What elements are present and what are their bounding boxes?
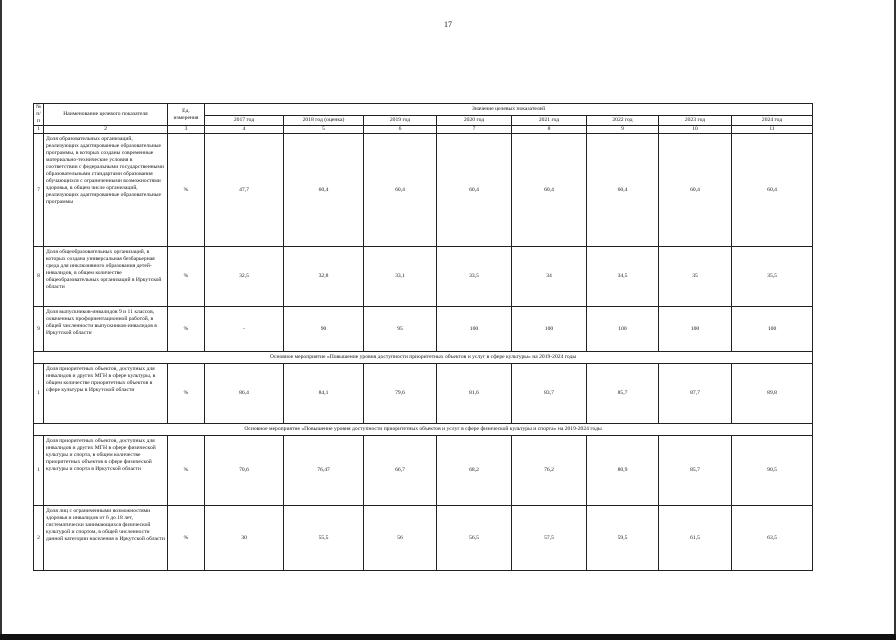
- value-cell: 76,2: [512, 436, 587, 506]
- value-cell: 32,5: [205, 247, 284, 307]
- value-cell: 32,8: [284, 247, 364, 307]
- year-cell: 2022 год: [587, 115, 659, 125]
- value-cell: 100: [512, 307, 587, 352]
- year-cell: 2019 год: [364, 115, 437, 125]
- value-cell: 100: [587, 307, 659, 352]
- row-num: 1: [34, 436, 44, 506]
- indicator-name: Доля образовательных организаций, реализующих адаптированные образовательные программы, в которых созданы современные материально-технические условия в соответствии с федеральными государственными образовательными стандартами образования обучающихся с ограниченными возможностями здоровья, в общем числе организаций, реализующих адаптированные образовательные программы: [44, 134, 168, 247]
- column-number: 1: [34, 126, 44, 134]
- value-cell: 60,4: [512, 134, 587, 247]
- page-number: 17: [444, 20, 452, 29]
- value-cell: 87,7: [659, 364, 732, 424]
- column-number: 8: [512, 126, 587, 134]
- table-row: [34, 307, 813, 352]
- value-cell: 85,7: [659, 436, 732, 506]
- indicator-name: Доля выпускников-инвалидов 9 и 11 классов, охваченных профориентационной работой, в общей численности выпускников-инвалидов в Иркутской области: [44, 307, 168, 352]
- value-cell: 89,8: [732, 364, 813, 424]
- row-num: 2: [34, 506, 44, 571]
- header-name: Наименование целевого показателя: [44, 104, 168, 126]
- value-cell: 100: [437, 307, 512, 352]
- value-cell: 90,5: [732, 436, 813, 506]
- column-number: 7: [437, 126, 512, 134]
- value-cell: 33,5: [437, 247, 512, 307]
- value-cell: 61,5: [659, 506, 732, 571]
- year-cell: 2017 год: [205, 115, 284, 125]
- row-num: 9: [34, 307, 44, 352]
- unit-cell: %: [168, 307, 205, 352]
- column-number: 9: [587, 126, 659, 134]
- section-row-culture: [34, 352, 813, 364]
- value-cell: 66,7: [364, 436, 437, 506]
- table-row: [34, 134, 813, 247]
- value-cell: 100: [732, 307, 813, 352]
- value-cell: 47,7: [205, 134, 284, 247]
- value-cell: 59,5: [587, 506, 659, 571]
- year-cell: 2020 год: [437, 115, 512, 125]
- value-cell: -: [205, 307, 284, 352]
- value-cell: 85,7: [587, 364, 659, 424]
- value-cell: 60,4: [364, 134, 437, 247]
- value-cell: 83,7: [512, 364, 587, 424]
- value-cell: 34: [512, 247, 587, 307]
- table-row: [34, 364, 813, 424]
- indicator-name: Доля приоритетных объектов, доступных для инвалидов и других МГН в сфере культуры, в общем количестве приоритетных объектов в сфере культуры в Иркутской области: [44, 364, 168, 424]
- header-values: Значение целевых показателей: [205, 104, 813, 116]
- value-cell: 95: [364, 307, 437, 352]
- value-cell: 60,4: [587, 134, 659, 247]
- value-cell: 34,5: [587, 247, 659, 307]
- column-number: 6: [364, 126, 437, 134]
- value-cell: 79,6: [364, 364, 437, 424]
- value-cell: 84,1: [284, 364, 364, 424]
- column-numbers-row: [34, 126, 813, 134]
- value-cell: 57,5: [512, 506, 587, 571]
- row-num: 1: [34, 364, 44, 424]
- header-unit: Ед. измерения: [168, 104, 205, 126]
- value-cell: 35,5: [732, 247, 813, 307]
- column-number: 3: [168, 126, 205, 134]
- value-cell: 70,6: [205, 436, 284, 506]
- value-cell: 56: [364, 506, 437, 571]
- value-cell: 63,5: [732, 506, 813, 571]
- section-title-culture: Основное мероприятие «Повышение уровня доступности приоритетных объектов и услуг в сфере культуры» на 2019-2024 годы: [34, 352, 813, 364]
- value-cell: 30: [205, 506, 284, 571]
- year-cell: 2024 год: [732, 115, 813, 125]
- year-cell: 2023 год: [659, 115, 732, 125]
- value-cell: 55,5: [284, 506, 364, 571]
- column-number: 2: [44, 126, 168, 134]
- value-cell: 60,4: [437, 134, 512, 247]
- unit-cell: %: [168, 134, 205, 247]
- table-row: [34, 506, 813, 571]
- column-number: 11: [732, 126, 813, 134]
- row-num: 8: [34, 247, 44, 307]
- table-row: [34, 436, 813, 506]
- year-cell: 2021 год: [512, 115, 587, 125]
- year-cell: 2018 год (оценка): [284, 115, 364, 125]
- indicators-table: [33, 103, 813, 571]
- value-cell: 56,5: [437, 506, 512, 571]
- value-cell: 60,4: [284, 134, 364, 247]
- row-num: 7: [34, 134, 44, 247]
- value-cell: 81,6: [437, 364, 512, 424]
- scan-left-edge: [0, 0, 2, 640]
- value-cell: 80,9: [587, 436, 659, 506]
- section-title-sport: Основное мероприятие «Повышение уровня доступности приоритетных объектов и услуг в сфере физической культуры и спорта» на 2019-2024 годы: [34, 424, 813, 436]
- unit-cell: %: [168, 364, 205, 424]
- section-row-sport: [34, 424, 813, 436]
- value-cell: 33,1: [364, 247, 437, 307]
- value-cell: 76,47: [284, 436, 364, 506]
- value-cell: 60,4: [732, 134, 813, 247]
- header-row: [34, 104, 813, 116]
- unit-cell: %: [168, 506, 205, 571]
- unit-cell: %: [168, 436, 205, 506]
- value-cell: 60,4: [659, 134, 732, 247]
- table-row: [34, 247, 813, 307]
- value-cell: 35: [659, 247, 732, 307]
- value-cell: 100: [659, 307, 732, 352]
- column-number: 10: [659, 126, 732, 134]
- value-cell: 86,4: [205, 364, 284, 424]
- value-cell: 68,2: [437, 436, 512, 506]
- indicator-name: Доля лиц с ограниченными возможностями здоровья и инвалидов от 6 до 18 лет, систематически занимающихся физической культурой и спортом, в общей численности данной категории населения в Иркутской области: [44, 506, 168, 571]
- header-num: № п/п: [34, 104, 44, 126]
- indicator-name: Доля приоритетных объектов, доступных для инвалидов и других МГН в сфере физической культуры и спорта, в общем количестве приоритетных объектов в сфере физической культуры и спорта в Иркутской области: [44, 436, 168, 506]
- value-cell: 90: [284, 307, 364, 352]
- scan-bottom-edge: [0, 634, 896, 640]
- unit-cell: %: [168, 247, 205, 307]
- indicator-name: Доля общеобразовательных организаций, в которых создана универсальная безбарьерная среда для инклюзивного образования детей-инвалидов, в общем количестве общеобразовательных организаций в Иркутской области: [44, 247, 168, 307]
- column-number: 5: [284, 126, 364, 134]
- column-number: 4: [205, 126, 284, 134]
